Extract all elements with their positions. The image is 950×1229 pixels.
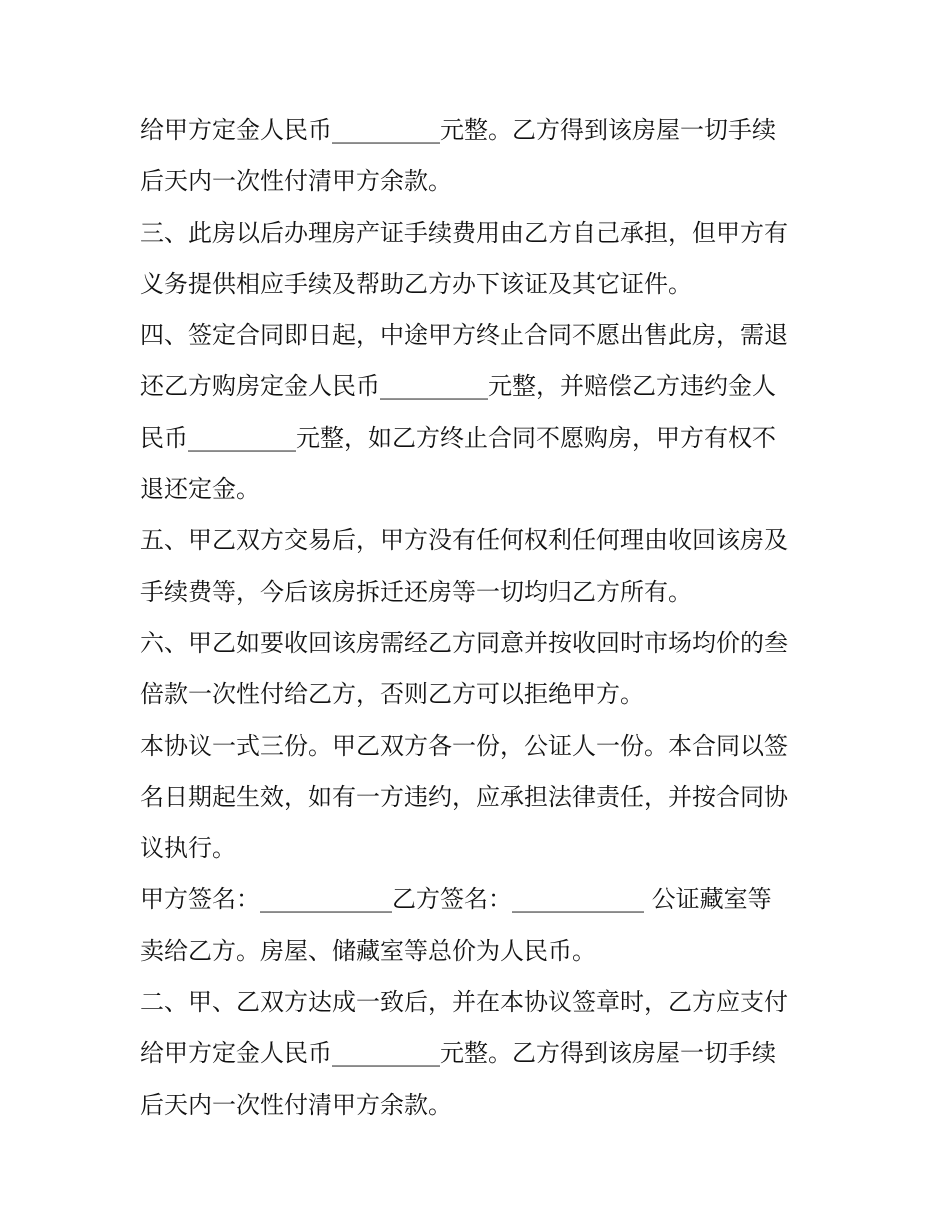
text-line: 后天内一次性付清甲方余款。 (140, 167, 452, 196)
text-line: 给甲方定金人民币_________元整。乙方得到该房屋一切手续 (140, 1039, 776, 1068)
text-line: 六、甲乙如要收回该房需经乙方同意并按收回时市场均价的叁 (140, 628, 788, 657)
text-line: 退还定金。 (140, 475, 260, 504)
contract-text (140, 105, 820, 1131)
text-line: 五、甲乙双方交易后，甲方没有任何权利任何理由收回该房及 (140, 526, 788, 555)
text-line: 三、此房以后办理房产证手续费用由乙方自己承担，但甲方有 (140, 218, 788, 247)
text-line: 倍款一次性付给乙方，否则乙方可以拒绝甲方。 (140, 680, 644, 709)
text-line: 卖给乙方。房屋、储藏室等总价为人民币。 (140, 936, 596, 965)
text-line: 手续费等，今后该房拆迁还房等一切均归乙方所有。 (140, 577, 692, 606)
text-line: 名日期起生效，如有一方违约，应承担法律责任，并按合同协 (140, 782, 788, 811)
text-line: 议执行。 (140, 834, 236, 863)
text-line: 后天内一次性付清甲方余款。 (140, 1090, 452, 1119)
text-line: 二、甲、乙双方达成一致后，并在本协议签章时，乙方应支付 (140, 988, 788, 1017)
text-line: 还乙方购房定金人民币_________元整，并赔偿乙方违约金人 (140, 372, 776, 401)
text-line: 义务提供相应手续及帮助乙方办下该证及其它证件。 (140, 269, 692, 298)
text-line: 民币_________元整，如乙方终止合同不愿购房，甲方有权不 (140, 423, 776, 452)
text-line: 给甲方定金人民币_________元整。乙方得到该房屋一切手续 (140, 116, 776, 144)
signature-line: 甲方签名：___________乙方签名：___________ 公证藏室等 (140, 885, 772, 914)
text-line: 本协议一式三份。甲乙双方各一份，公证人一份。本合同以签 (140, 731, 788, 760)
text-line: 四、签定合同即日起，中途甲方终止合同不愿出售此房，需退 (140, 321, 788, 350)
